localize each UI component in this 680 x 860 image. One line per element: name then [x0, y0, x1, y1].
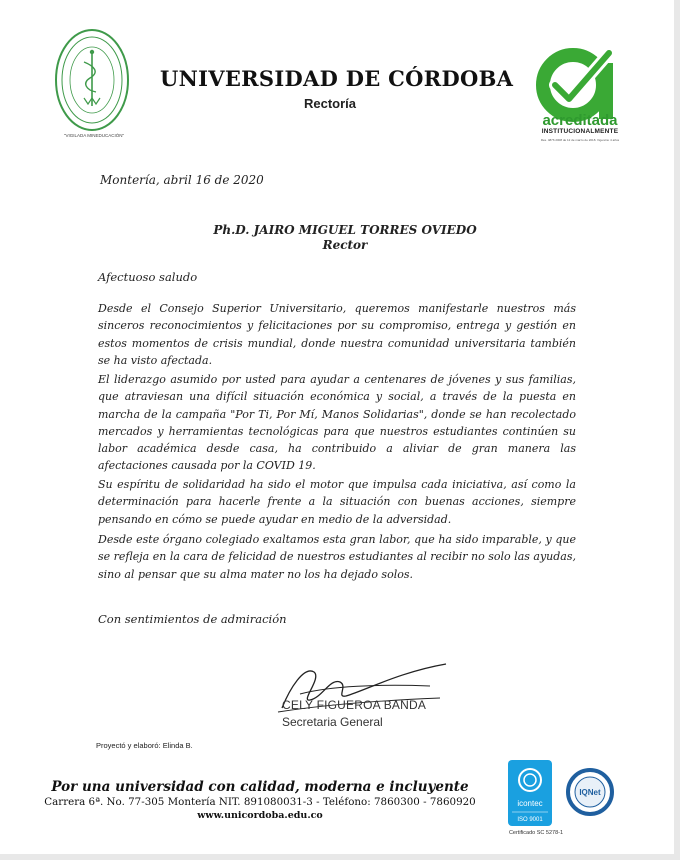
paragraph: Desde este órgano colegiado exaltamos esta gran labor, que ha sido imparable, y que se refleja en la cara de felicidad de nuestros estudiantes al recibir no solo las ayudas, sino al pensar que su alma mater no los ha dejado solos. — [98, 533, 576, 581]
paragraph: Su espíritu de solidaridad ha sido el motor que impulsa cada iniciativa, así como la determinación para hacerle frente a la situación con buenas acciones, siempre pensando en cómo se puede ayudar en medio de la adversidad. — [98, 478, 576, 526]
icontec-logo-icon — [508, 760, 552, 826]
prepared-by: Proyectó y elaboró: Elinda B. — [96, 741, 193, 750]
office-name: Rectoría — [303, 96, 357, 111]
accreditation-word: acreditada — [542, 112, 618, 129]
certificate-number: Certificado SC 5278-1 — [508, 830, 564, 836]
greeting: Afectuoso saludo — [98, 270, 198, 284]
letter-date: Montería, abril 16 de 2020 — [100, 173, 264, 187]
footer-address: Carrera 6ª. No. 77-305 Montería NIT. 891080031-3 - Teléfono: 7860300 - 7860920 — [44, 796, 476, 808]
paragraph: Desde el Consejo Superior Universitario, queremos manifestarle nuestros más sinceros reconocimientos y felicitaciones por su compromiso, entrega y gestión en estos momentos de crisis mundial, donde nuestra comunidad universitaria también se ha visto afectada. — [98, 302, 576, 367]
icontec-label: icontec — [517, 799, 543, 808]
closing: Con sentimientos de admiración — [98, 612, 287, 626]
recipient-role: Rector — [322, 238, 368, 252]
iqnet-logo-icon — [566, 768, 614, 816]
signer-role: Secretaria General — [282, 715, 383, 729]
iqnet-label: IQNet — [579, 788, 601, 797]
recipient-name: Ph.D. JAIRO MIGUEL TORRES OVIEDO — [213, 223, 477, 237]
university-seal-icon — [54, 28, 130, 132]
university-name: UNIVERSIDAD DE CÓRDOBA — [160, 66, 514, 91]
paragraph: El liderazgo asumido por usted para ayudar a centenares de jóvenes y sus familias, que atraviesan una difícil situación económica y social, a través de la puesta en marcha de la campaña "Por Ti, Por Mí, Manos Solidarias", donde se han recolectado mercados y herramientas tecnológicas para que nuestros estudiantes continúen su labor académica desde casa, ha contribuido a aliviar de gran manera las afectaciones causada por la COVID 19. — [98, 373, 576, 473]
accreditation-subtitle: INSTITUCIONALMENTE — [541, 128, 619, 135]
accreditation-fine-print: Res. 4876 2008 de 12 de marzo de 2018. Vigencia: 4 años — [540, 138, 620, 142]
seal-caption: "VIGILADA MINEDUCACIÓN" — [63, 133, 125, 138]
signer-name: CELY FIGUEROA BANDA — [282, 698, 427, 712]
footer-motto: Por una universidad con calidad, moderna e incluyente — [51, 779, 469, 795]
iso-label: ISO 9001 — [517, 817, 543, 823]
footer-website[interactable]: www.unicordoba.edu.co — [197, 810, 323, 821]
